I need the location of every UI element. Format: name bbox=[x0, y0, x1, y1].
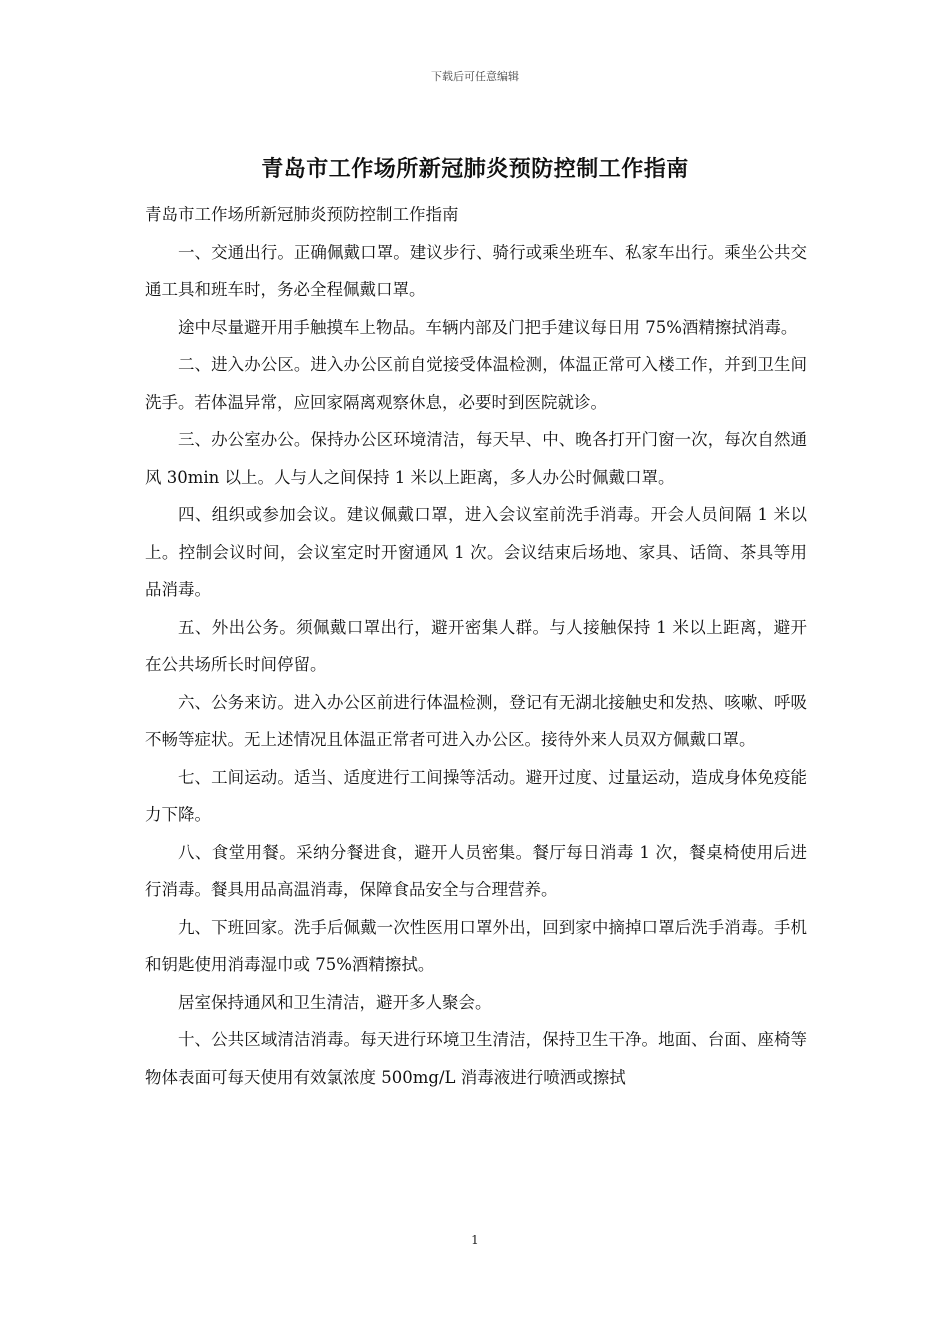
paragraph-going-home: 九、下班回家。洗手后佩戴一次性医用口罩外出，回到家中摘掉口罩后洗手消毒。手机和钥匙使用消毒湿巾或 75%酒精擦拭。 bbox=[145, 917, 807, 974]
paragraph-home-ventilation: 居室保持通风和卫生清洁，避开多人聚会。 bbox=[178, 992, 492, 1012]
paragraph-canteen: 八、食堂用餐。采纳分餐进食，避开人员密集。餐厅每日消毒 1 次，餐桌椅使用后进行消毒。餐具用品高温消毒，保障食品安全与合理营养。 bbox=[145, 842, 807, 899]
paragraph-transport: 一、交通出行。正确佩戴口罩。建议步行、骑行或乘坐班车、私家车出行。乘坐公共交通工具和班车时，务必全程佩戴口罩。 bbox=[145, 242, 807, 299]
document-body bbox=[145, 196, 807, 1096]
paragraph-entering-office: 二、进入办公区。进入办公区前自觉接受体温检测，体温正常可入楼工作，并到卫生间洗手。若体温异常，应回家隔离观察休息，必要时到医院就诊。 bbox=[145, 355, 807, 412]
page-header-note: 下载后可任意编辑 bbox=[431, 70, 519, 83]
paragraph-office-work: 三、办公室办公。保持办公区环境清洁，每天早、中、晚各打开门窗一次，每次自然通风 30min 以上。人与人之间保持 1 米以上距离，多人办公时佩戴口罩。 bbox=[145, 430, 807, 487]
paragraph-business-outing: 五、外出公务。须佩戴口罩出行，避开密集人群。与人接触保持 1 米以上距离，避开在公共场所长时间停留。 bbox=[145, 617, 807, 674]
paragraph-public-area-cleaning: 十、公共区域清洁消毒。每天进行环境卫生清洁，保持卫生干净。地面、台面、座椅等物体表面可每天使用有效氯浓度 500mg/L 消毒液进行喷洒或擦拭 bbox=[145, 1030, 807, 1087]
document-title: 青岛市工作场所新冠肺炎预防控制工作指南 bbox=[261, 156, 689, 182]
subtitle-line: 青岛市工作场所新冠肺炎预防控制工作指南 bbox=[145, 205, 459, 224]
paragraph-vehicle-disinfection: 途中尽量避开用手触摸车上物品。车辆内部及门把手建议每日用 75%酒精擦拭消毒。 bbox=[178, 317, 798, 337]
paragraph-meetings: 四、组织或参加会议。建议佩戴口罩，进入会议室前洗手消毒。开会人员间隔 1 米以上。控制会议时间，会议室定时开窗通风 1 次。会议结束后场地、家具、话筒、茶具等用品消毒。 bbox=[145, 505, 807, 599]
paragraph-visitors: 六、公务来访。进入办公区前进行体温检测，登记有无湖北接触史和发热、咳嗽、呼吸不畅等症状。无上述情况且体温正常者可进入办公区。接待外来人员双方佩戴口罩。 bbox=[145, 692, 807, 749]
page-number: 1 bbox=[471, 1233, 479, 1247]
paragraph-exercise: 七、工间运动。适当、适度进行工间操等活动。避开过度、过量运动，造成身体免疫能力下降。 bbox=[145, 767, 807, 824]
